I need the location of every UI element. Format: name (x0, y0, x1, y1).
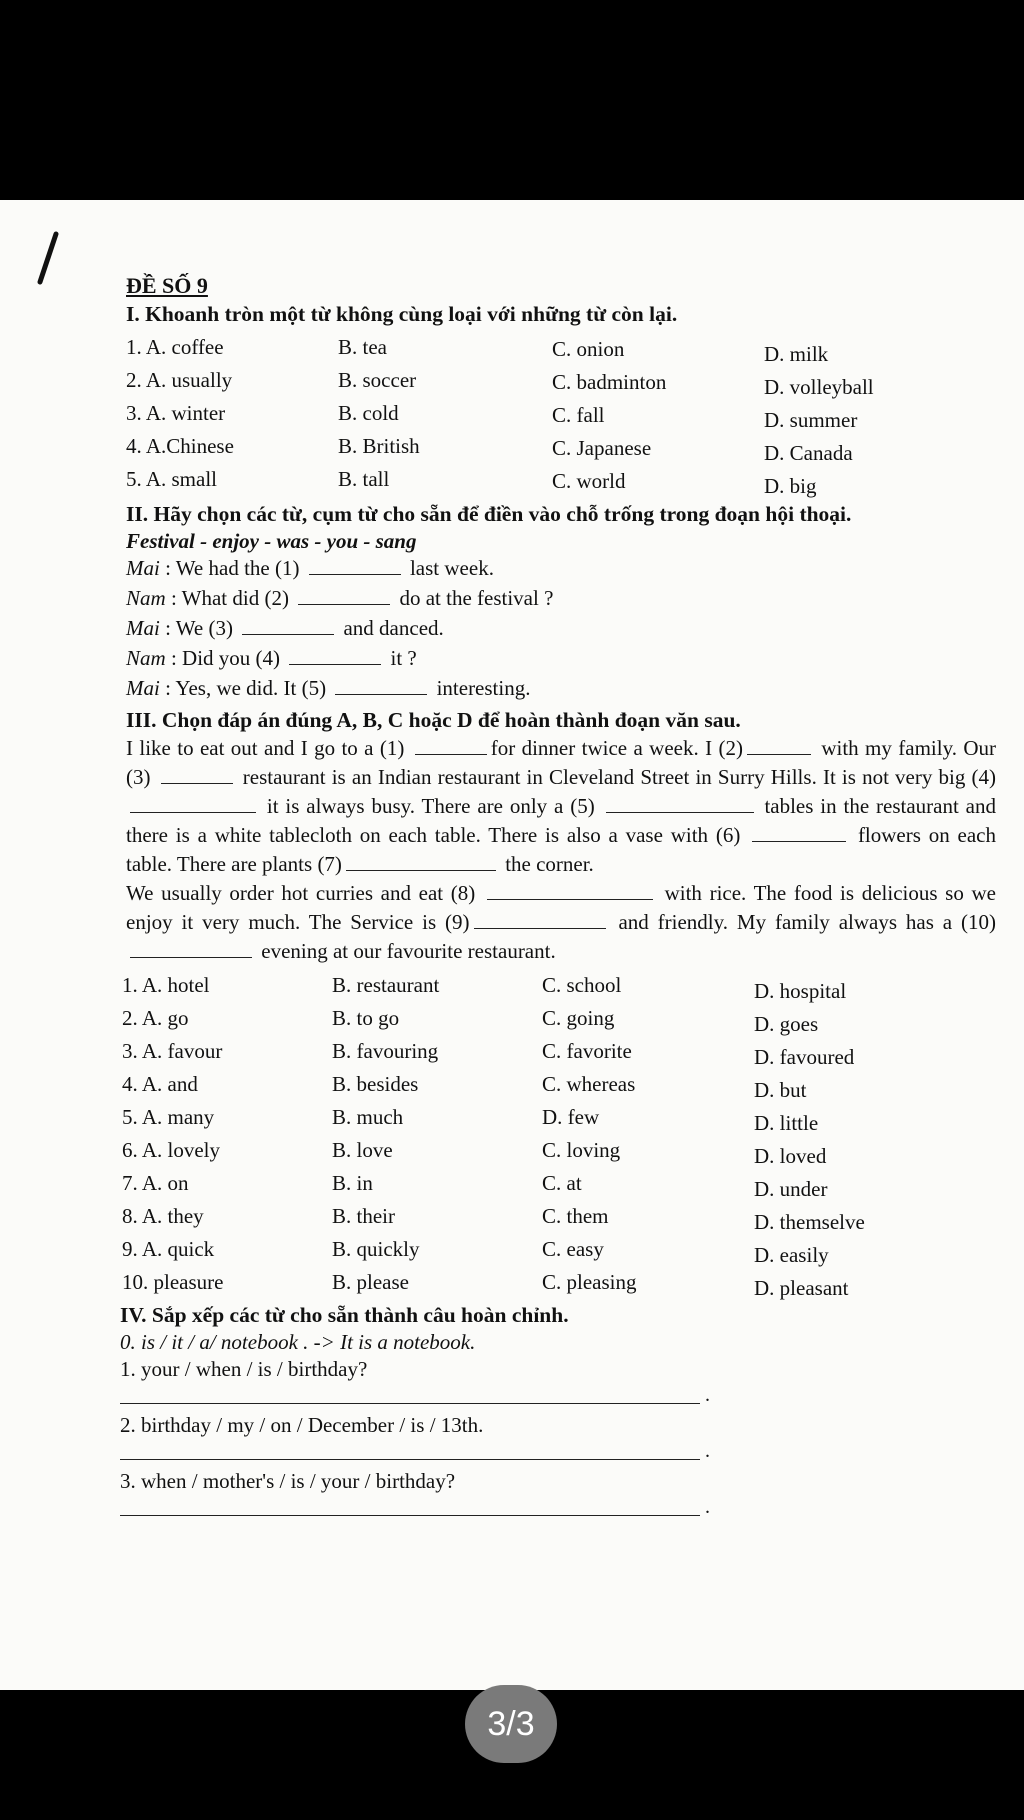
document-page (0, 200, 1024, 1690)
speaker: Mai (126, 556, 160, 580)
option-a: 4. A.Chinese (126, 434, 234, 458)
option-c: C. them (542, 1204, 609, 1228)
option-d: D. easily (754, 1243, 829, 1267)
reorder-item: 1. your / when / is / birthday? (120, 1357, 368, 1381)
answer-line: . (120, 1495, 700, 1516)
cloze-paragraph: I like to eat out and I go to a (1) for dinner twice a week. I (2) with my family. Our (3) restaurant is an Indian restaurant in Cleveland Street in Surry Hills. It is not very big (4) it is always busy. There are only a (5) tables in the restaurant and there is a white tablecloth on each table. There is also a vase with (6) flowers on each table. There are plants (7) the corner. We usually order hot curries and eat (8) with rice. The food is delicious so we enjoy it very much. The Service is (9) and friendly. My family always has a (10) evening at our favourite restaurant. (126, 736, 997, 963)
option-d: D. themselve (754, 1210, 865, 1234)
blank (242, 616, 334, 635)
option-c: C. badminton (552, 370, 667, 394)
speaker: Mai (126, 616, 160, 640)
blank (606, 794, 754, 813)
blank (487, 881, 653, 900)
dialogue-line: Mai : We (3) and danced. (126, 616, 444, 640)
option-a: 8. A. they (122, 1204, 204, 1228)
section-3-heading: III. Chọn đáp án đúng A, B, C hoặc D để hoàn thành đoạn văn sau. (126, 708, 741, 732)
option-d: D. summer (764, 408, 858, 432)
option-c: C. easy (542, 1237, 604, 1261)
word-bank: Festival - enjoy - was - you - sang (126, 529, 417, 553)
option-b: B. soccer (338, 368, 417, 392)
page-indicator: 3/3 (465, 1685, 557, 1763)
reorder-item: 3. when / mother's / is / your / birthday? (120, 1469, 456, 1493)
option-b: B. to go (332, 1006, 400, 1030)
speaker: Mai (126, 676, 160, 700)
option-b: B. in (332, 1171, 373, 1195)
option-d: D. under (754, 1177, 828, 1201)
question-row (126, 328, 996, 366)
section-4-heading: IV. Sắp xếp các từ cho sẵn thành câu hoàn chỉnh. (120, 1303, 569, 1327)
option-c: C. pleasing (542, 1270, 637, 1294)
section-3-options (122, 966, 996, 1300)
option-d: D. but (754, 1078, 807, 1102)
section-1-options (126, 328, 996, 498)
option-b: B. tall (338, 467, 390, 491)
blank (309, 556, 401, 575)
option-c: C. whereas (542, 1072, 636, 1096)
option-c: C. favorite (542, 1039, 632, 1063)
option-b: B. quickly (332, 1237, 420, 1261)
option-d: D. big (764, 474, 817, 498)
blank (298, 586, 390, 605)
option-a: 10. pleasure (122, 1270, 224, 1294)
blank (415, 736, 487, 755)
option-a: 3. A. winter (126, 401, 226, 425)
document-title: ĐỀ SỐ 9 (126, 273, 208, 298)
option-d: D. pleasant (754, 1276, 849, 1300)
option-a: 2. A. go (122, 1006, 189, 1030)
speaker: Nam (126, 646, 166, 670)
option-b: B. restaurant (332, 973, 440, 997)
answer-line: . (120, 1439, 700, 1460)
blank (335, 676, 427, 695)
example-sentence: 0. is / it / a/ notebook . -> It is a notebook. (120, 1330, 476, 1354)
option-b: B. much (332, 1105, 404, 1129)
option-b: B. British (338, 434, 420, 458)
option-d: D. favoured (754, 1045, 855, 1069)
blank (747, 736, 811, 755)
option-c: C. onion (552, 337, 625, 361)
option-c: C. Japanese (552, 436, 652, 460)
answer-line: . (120, 1383, 700, 1404)
reorder-item: 2. birthday / my / on / December / is / 13th. (120, 1413, 484, 1437)
blank (752, 823, 846, 842)
option-c: C. fall (552, 403, 605, 427)
option-a: 3. A. favour (122, 1039, 223, 1063)
option-a: 5. A. many (122, 1105, 215, 1129)
option-b: B. please (332, 1270, 409, 1294)
blank (130, 939, 252, 958)
blank (289, 646, 381, 665)
option-a: 2. A. usually (126, 368, 233, 392)
option-d: D. volleyball (764, 375, 874, 399)
option-b: B. favouring (332, 1039, 439, 1063)
dialogue-line: Nam : Did you (4) it ? (126, 646, 417, 670)
blank (161, 765, 233, 784)
option-c: C. world (552, 469, 626, 493)
dialogue-line: Mai : We had the (1) last week. (126, 556, 494, 580)
section-1-heading: I. Khoanh tròn một từ không cùng loại với những từ còn lại. (126, 302, 678, 326)
pen-mark-icon (34, 230, 60, 290)
option-d: D. goes (754, 1012, 819, 1036)
option-b: B. love (332, 1138, 393, 1162)
option-d: D. Canada (764, 441, 853, 465)
option-d: D. little (754, 1111, 819, 1135)
option-a: 6. A. lovely (122, 1138, 220, 1162)
question-row (122, 966, 996, 1003)
option-c: C. at (542, 1171, 582, 1195)
document-content (120, 272, 997, 1524)
option-a: 7. A. on (122, 1171, 189, 1195)
dialogue-line: Nam : What did (2) do at the festival ? (126, 586, 554, 610)
option-d: D. milk (764, 342, 829, 366)
section-2-heading: II. Hãy chọn các từ, cụm từ cho sẵn để điền vào chỗ trống trong đoạn hội thoại. (126, 502, 852, 526)
section-4-body (120, 1329, 996, 1516)
option-a: 5. A. small (126, 467, 218, 491)
option-a: 9. A. quick (122, 1237, 215, 1261)
option-c: C. going (542, 1006, 615, 1030)
option-c: C. loving (542, 1138, 621, 1162)
option-a: 1. A. hotel (122, 973, 210, 997)
option-d: D. hospital (754, 979, 847, 1003)
option-c: D. few (542, 1105, 600, 1129)
top-black-bar (0, 0, 1024, 200)
option-c: C. school (542, 973, 622, 997)
option-d: D. loved (754, 1144, 827, 1168)
blank (346, 852, 496, 871)
option-b: B. cold (338, 401, 399, 425)
blank (130, 794, 256, 813)
dialogue-line: Mai : Yes, we did. It (5) interesting. (126, 676, 531, 700)
option-b: B. tea (338, 335, 387, 359)
option-b: B. besides (332, 1072, 419, 1096)
blank (474, 910, 606, 929)
option-b: B. their (332, 1204, 395, 1228)
speaker: Nam (126, 586, 166, 610)
option-a: 4. A. and (122, 1072, 198, 1096)
dialogue (126, 555, 996, 705)
option-a: 1. A. coffee (126, 335, 224, 359)
